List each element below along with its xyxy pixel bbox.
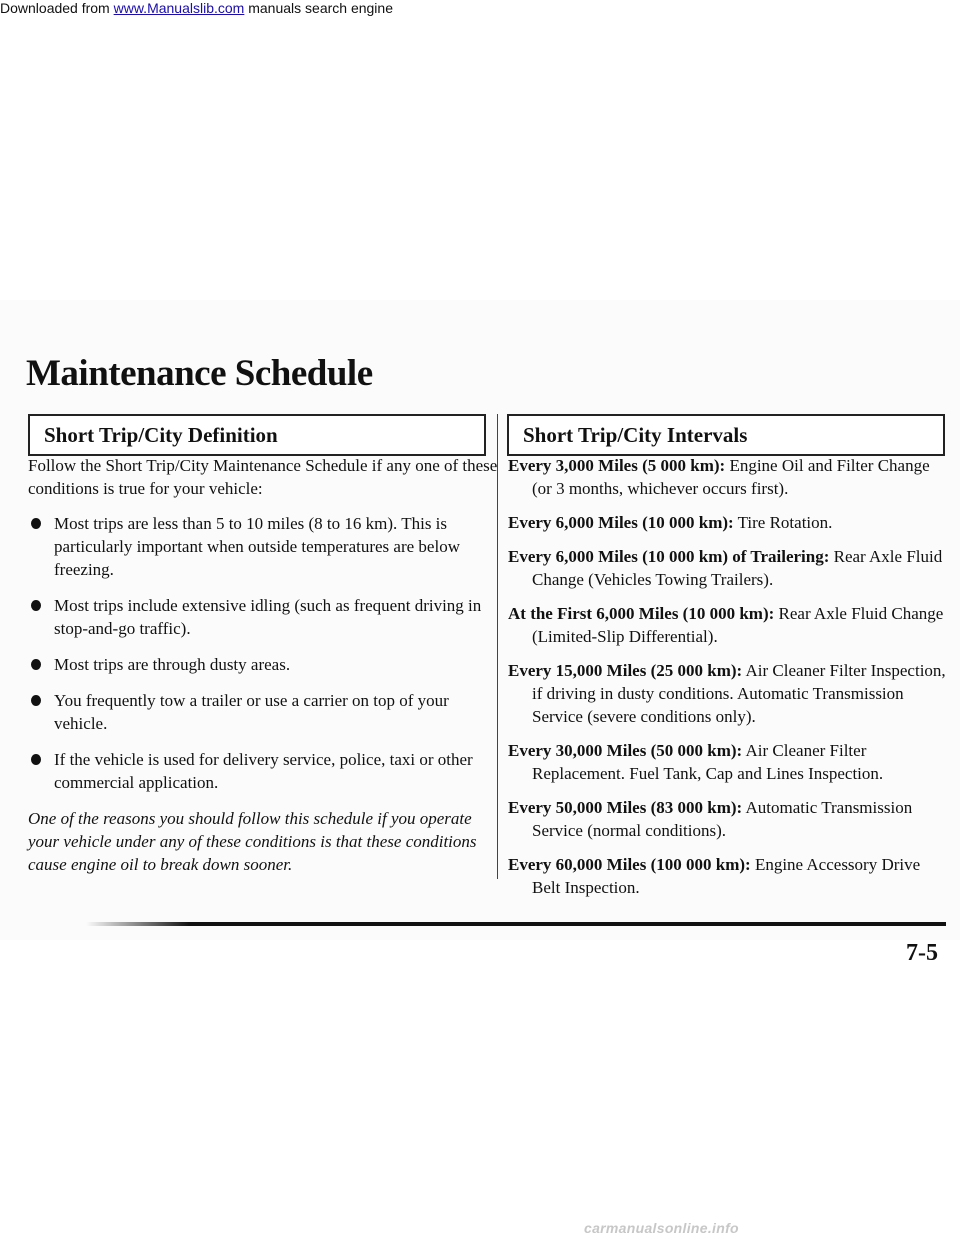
footer-rule — [86, 922, 946, 926]
interval-text: Tire Rotation. — [733, 513, 833, 532]
interval-text: Automatic Transmission Service (normal conditions). — [532, 798, 913, 840]
interval-item — [508, 511, 948, 534]
interval-text: Engine Oil and Filter Change (or 3 months, whichever occurs first). — [532, 456, 930, 498]
short-trip-intervals-heading — [507, 414, 945, 456]
interval-item — [508, 853, 948, 899]
page-title: Maintenance Schedule — [26, 353, 373, 394]
interval-item — [508, 659, 948, 728]
short-trip-definition-heading — [28, 414, 486, 456]
interval-label: Every 60,000 Miles (100 000 km): — [508, 855, 751, 874]
definition-note: One of the reasons you should follow this schedule if you operate your vehicle under any of these conditions is that these conditions cause engine oil to break down sooner. — [28, 809, 477, 874]
interval-item — [508, 545, 948, 591]
interval-item — [508, 796, 948, 842]
heading-text: Short Trip/City Intervals — [523, 422, 748, 447]
list-item: Most trips include extensive idling (such as frequent driving in stop-and-go traffic). — [28, 594, 506, 640]
definition-column — [28, 454, 506, 876]
bullet-icon — [31, 754, 41, 765]
watermark-prefix: Downloaded from — [0, 0, 114, 16]
bullet-icon — [31, 695, 41, 706]
page-number: 7-5 — [906, 940, 938, 966]
heading-text: Short Trip/City Definition — [44, 422, 278, 447]
list-item: You frequently tow a trailer or use a carrier on top of your vehicle. — [28, 689, 506, 735]
interval-label: At the First 6,000 Miles (10 000 km): — [508, 604, 775, 623]
manualslib-link[interactable]: www.Manualslib.com — [113, 0, 245, 16]
watermark-suffix: manuals search engine — [244, 0, 393, 16]
top-margin — [0, 0, 960, 300]
interval-text: Rear Axle Fluid Change (Vehicles Towing Trailers). — [532, 547, 943, 589]
list-item: Most trips are less than 5 to 10 miles (8 to 16 km). This is particularly important when outside temperatures are below freezing. — [28, 512, 506, 581]
interval-label: Every 15,000 Miles (25 000 km): — [508, 661, 743, 680]
definition-intro: Follow the Short Trip/City Maintenance Schedule if any one of these conditions is true for your vehicle: — [28, 456, 498, 498]
condition-list — [28, 512, 506, 794]
interval-label: Every 50,000 Miles (83 000 km): — [508, 798, 743, 817]
interval-item — [508, 454, 948, 500]
bullet-icon — [31, 518, 41, 529]
interval-text: Air Cleaner Filter Replacement. Fuel Tank, Cap and Lines Inspection. — [532, 741, 884, 783]
bullet-icon — [31, 600, 41, 611]
download-watermark — [0, 0, 393, 16]
interval-text: Air Cleaner Filter Inspection, if driving in dusty conditions. Automatic Transmission Service (severe conditions only). — [532, 661, 946, 726]
bottom-margin — [0, 940, 960, 1242]
bullet-icon — [31, 659, 41, 670]
interval-text: Engine Accessory Drive Belt Inspection. — [532, 855, 921, 897]
interval-label: Every 3,000 Miles (5 000 km): — [508, 456, 726, 475]
intervals-column — [508, 454, 948, 910]
interval-item — [508, 739, 948, 785]
interval-text: Rear Axle Fluid Change (Limited-Slip Differential). — [532, 604, 944, 646]
interval-label: Every 6,000 Miles (10 000 km) of Trailering: — [508, 547, 830, 566]
interval-label: Every 6,000 Miles (10 000 km): — [508, 513, 734, 532]
list-item: If the vehicle is used for delivery service, police, taxi or other commercial application. — [28, 748, 506, 794]
interval-label: Every 30,000 Miles (50 000 km): — [508, 741, 743, 760]
carmanualsonline-watermark: carmanualsonline.info — [584, 1220, 739, 1236]
list-item: Most trips are through dusty areas. — [28, 653, 506, 676]
interval-item — [508, 602, 948, 648]
